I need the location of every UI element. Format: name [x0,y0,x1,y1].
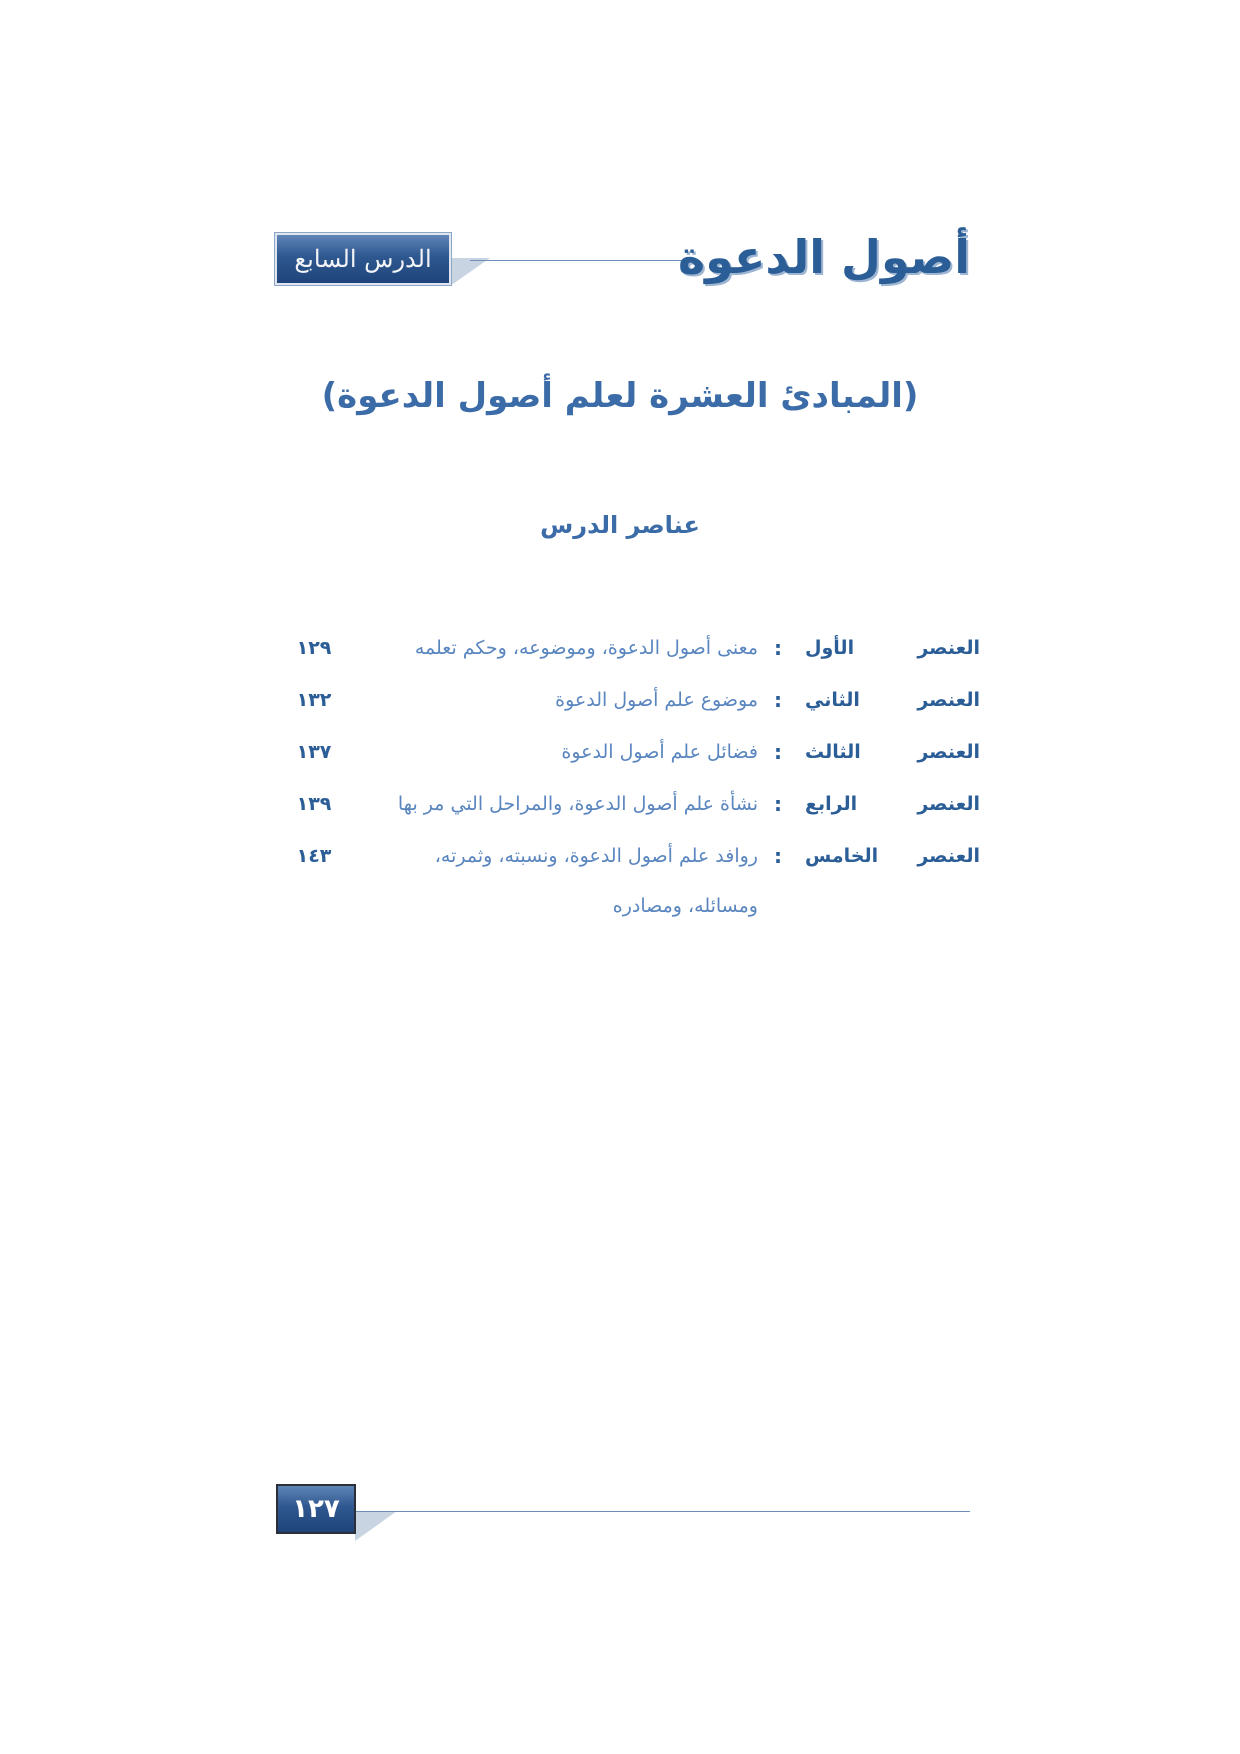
toc-page-number: ١٢٩ [296,637,332,659]
toc-page-number: ١٤٣ [296,845,332,867]
toc-label: العنصر الأول [805,637,980,659]
toc-title: معنى أصول الدعوة، وموضوعه، وحكم تعلمه [414,637,758,659]
toc-row [290,730,980,774]
toc-colon: : [774,688,782,712]
toc-row [290,626,980,670]
toc-title: موضوع علم أصول الدعوة [555,689,758,711]
toc-label: العنصر الرابع [805,793,980,815]
toc-colon: : [774,740,782,764]
toc-row [290,834,980,930]
toc-title: نشأة علم أصول الدعوة، والمراحل التي مر بها [397,793,758,815]
footer-divider [355,1511,970,1512]
toc-colon: : [774,792,782,816]
subject-title: (المبادئ العشرة لعلم أصول الدعوة) [321,376,919,416]
elements-heading: عناصر الدرس [540,511,700,539]
lesson-badge-label: الدرس السابع [294,245,432,273]
toc-page-number: ١٣٢ [296,689,332,711]
toc-page-number: ١٣٩ [296,793,332,815]
book-title: أصول الدعوة [677,230,970,284]
footer-shadow-decoration [355,1511,397,1541]
toc-page-number: ١٣٧ [296,741,332,763]
toc-colon: : [774,844,782,868]
toc-title: روافد علم أصول الدعوة، ونسبته، وثمرته، ومسائله، ومصادره [434,845,758,917]
toc-label: العنصر الخامس [805,845,980,867]
toc-row [290,782,980,826]
lesson-badge [275,233,451,285]
toc-label: العنصر الثاني [805,689,980,711]
page-number: ١٢٧ [292,1494,340,1524]
toc-title: فضائل علم أصول الدعوة [561,741,758,763]
page-number-box [276,1484,356,1534]
toc-label: العنصر الثالث [805,741,980,763]
header-shadow-decoration [450,258,490,286]
toc-row [290,678,980,722]
toc-colon: : [774,636,782,660]
header-divider [470,260,690,261]
